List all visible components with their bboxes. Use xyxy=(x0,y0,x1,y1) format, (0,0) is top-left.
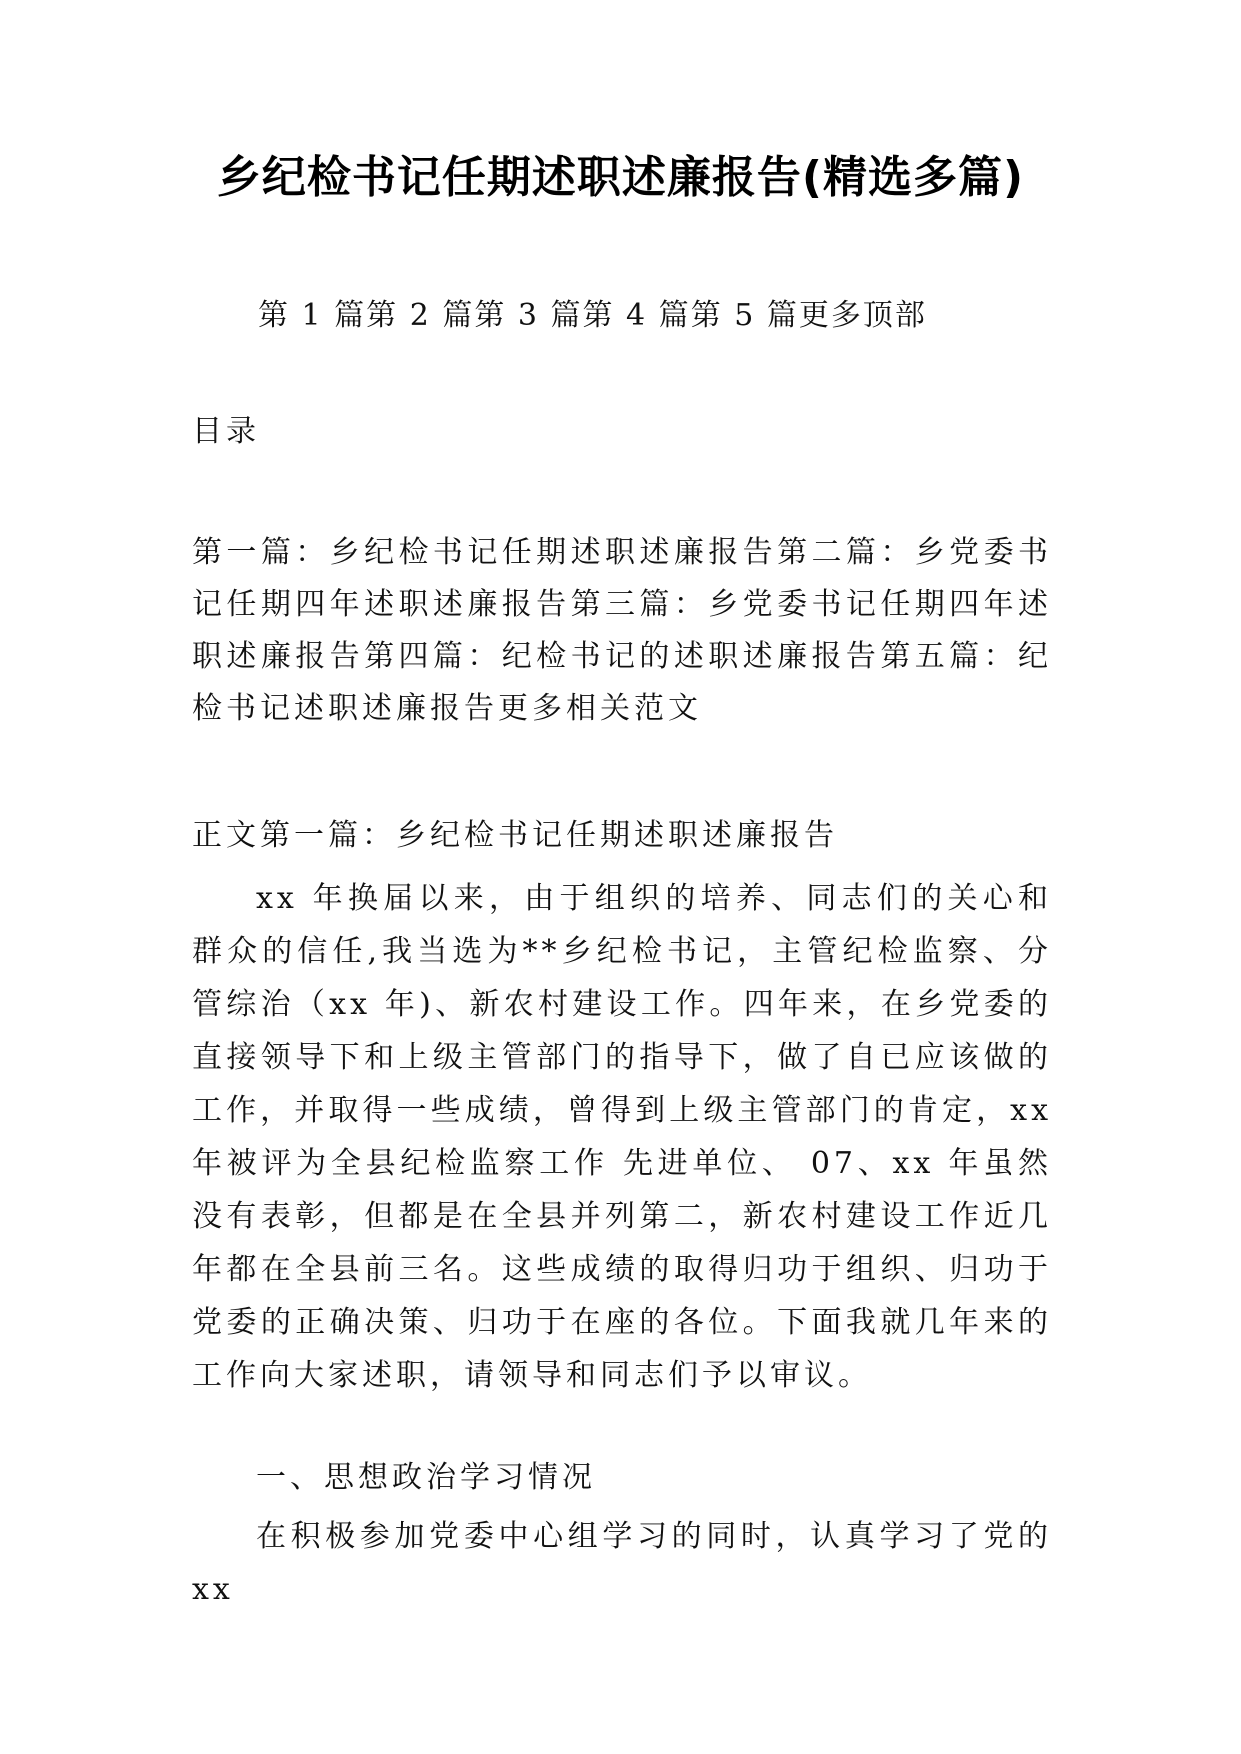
nav-link-article-5[interactable]: 第 5 篇 xyxy=(690,298,799,333)
nav-link-article-1[interactable]: 第 1 篇 xyxy=(258,298,367,333)
nav-link-article-2[interactable]: 第 2 篇 xyxy=(366,298,475,333)
nav-link-top[interactable]: 顶部 xyxy=(862,298,927,333)
nav-link-more[interactable]: 更多 xyxy=(798,298,863,333)
toc-heading: 目录 xyxy=(192,414,260,449)
article-nav xyxy=(258,296,927,336)
body-paragraph-2: 在积极参加党委中心组学习的同时，认真学习了党的 xx xyxy=(192,1519,1052,1607)
nav-link-article-3[interactable]: 第 3 篇 xyxy=(474,298,583,333)
nav-link-article-4[interactable]: 第 4 篇 xyxy=(582,298,691,333)
body-paragraph: xx 年换届以来，由于组织的培养、同志们的关心和群众的信任,我当选为**乡纪检书记，主管纪检监察、分管综治（xx 年)、新农村建设工作。四年来，在乡党委的直接领导下和上级主管部门的指导下，做了自已应该做的工作，并取得一些成绩，曾得到上级主管部门的肯定，xx 年被评为全县纪检监察工作 先进单位、 07、xx 年虽然没有表彰，但都是在全县并列第二，新农村建设工作近几年都在全县前三名。这些成绩的取得归功于组织、归功于党委的正确决策、归功于在座的各位。下面我就几年来的工作向大家述职，请领导和同志们予以审议。 xyxy=(192,881,1052,1393)
section-heading: 一、思想政治学习情况 xyxy=(256,1460,596,1495)
main-heading: 正文第一篇：乡纪检书记任期述职述廉报告 xyxy=(192,818,838,853)
toc-body: 第一篇：乡纪检书记任期述职述廉报告第二篇：乡党委书记任期四年述职述廉报告第三篇：乡党委书记任期四年述职述廉报告第四篇：纪检书记的述职述廉报告第五篇：纪检书记述职述廉报告更多相关范文 xyxy=(192,535,1052,726)
document-title: 乡纪检书记任期述职述廉报告(精选多篇) xyxy=(216,152,1025,203)
